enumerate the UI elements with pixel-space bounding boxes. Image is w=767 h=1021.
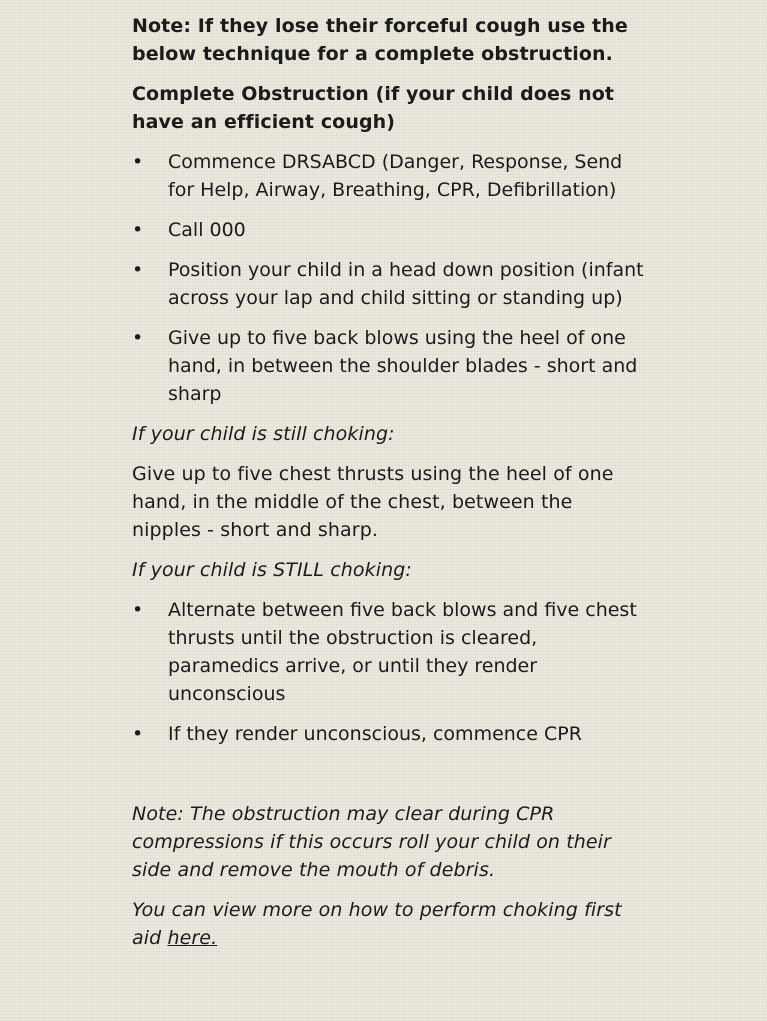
bullet-icon: •: [132, 259, 144, 281]
more-info: [132, 896, 647, 952]
list-item-text: Give up to five back blows using the heel of one hand, in between the shoulder blades - short and sharp: [168, 327, 638, 405]
list-item: [132, 596, 647, 708]
list-item-text: If they render unconscious, commence CPR: [168, 723, 582, 745]
list-item: [132, 720, 647, 748]
section-heading: Complete Obstruction (if your child does not have an efficient cough): [132, 83, 615, 133]
still-choking-heading: If your child is still choking:: [132, 423, 395, 445]
chest-thrusts-text: Give up to five chest thrusts using the heel of one hand, in the middle of the chest, between the nipples - short and sharp.: [132, 463, 614, 541]
bullet-icon: •: [132, 599, 144, 621]
article-content: [132, 12, 647, 964]
list-item: [132, 148, 647, 204]
steps-list-1: [132, 148, 647, 408]
steps-list-2: [132, 596, 647, 748]
bullet-icon: •: [132, 723, 144, 745]
list-item: [132, 324, 647, 408]
here-link[interactable]: here.: [167, 927, 218, 949]
note-bottom: Note: The obstruction may clear during CPR compressions if this occurs roll your child on their side and remove the mouth of debris.: [132, 803, 611, 881]
bullet-icon: •: [132, 151, 144, 173]
bullet-icon: •: [132, 327, 144, 349]
list-item: [132, 216, 647, 244]
spacer: [132, 760, 647, 800]
more-info-text: You can view more on how to perform choking first aid: [132, 899, 622, 949]
list-item: [132, 256, 647, 312]
list-item-text: Commence DRSABCD (Danger, Response, Send for Help, Airway, Breathing, CPR, Defibrillation): [168, 151, 623, 201]
list-item-text: Alternate between five back blows and five chest thrusts until the obstruction is cleared, paramedics arrive, or until they render unconscious: [168, 599, 637, 705]
list-item-text: Position your child in a head down position (infant across your lap and child sitting or standing up): [168, 259, 644, 309]
still-choking-heading-2: If your child is STILL choking:: [132, 559, 412, 581]
bullet-icon: •: [132, 219, 144, 241]
note-top: Note: If they lose their forceful cough use the below technique for a complete obstruction.: [132, 15, 628, 65]
list-item-text: Call 000: [168, 219, 246, 241]
